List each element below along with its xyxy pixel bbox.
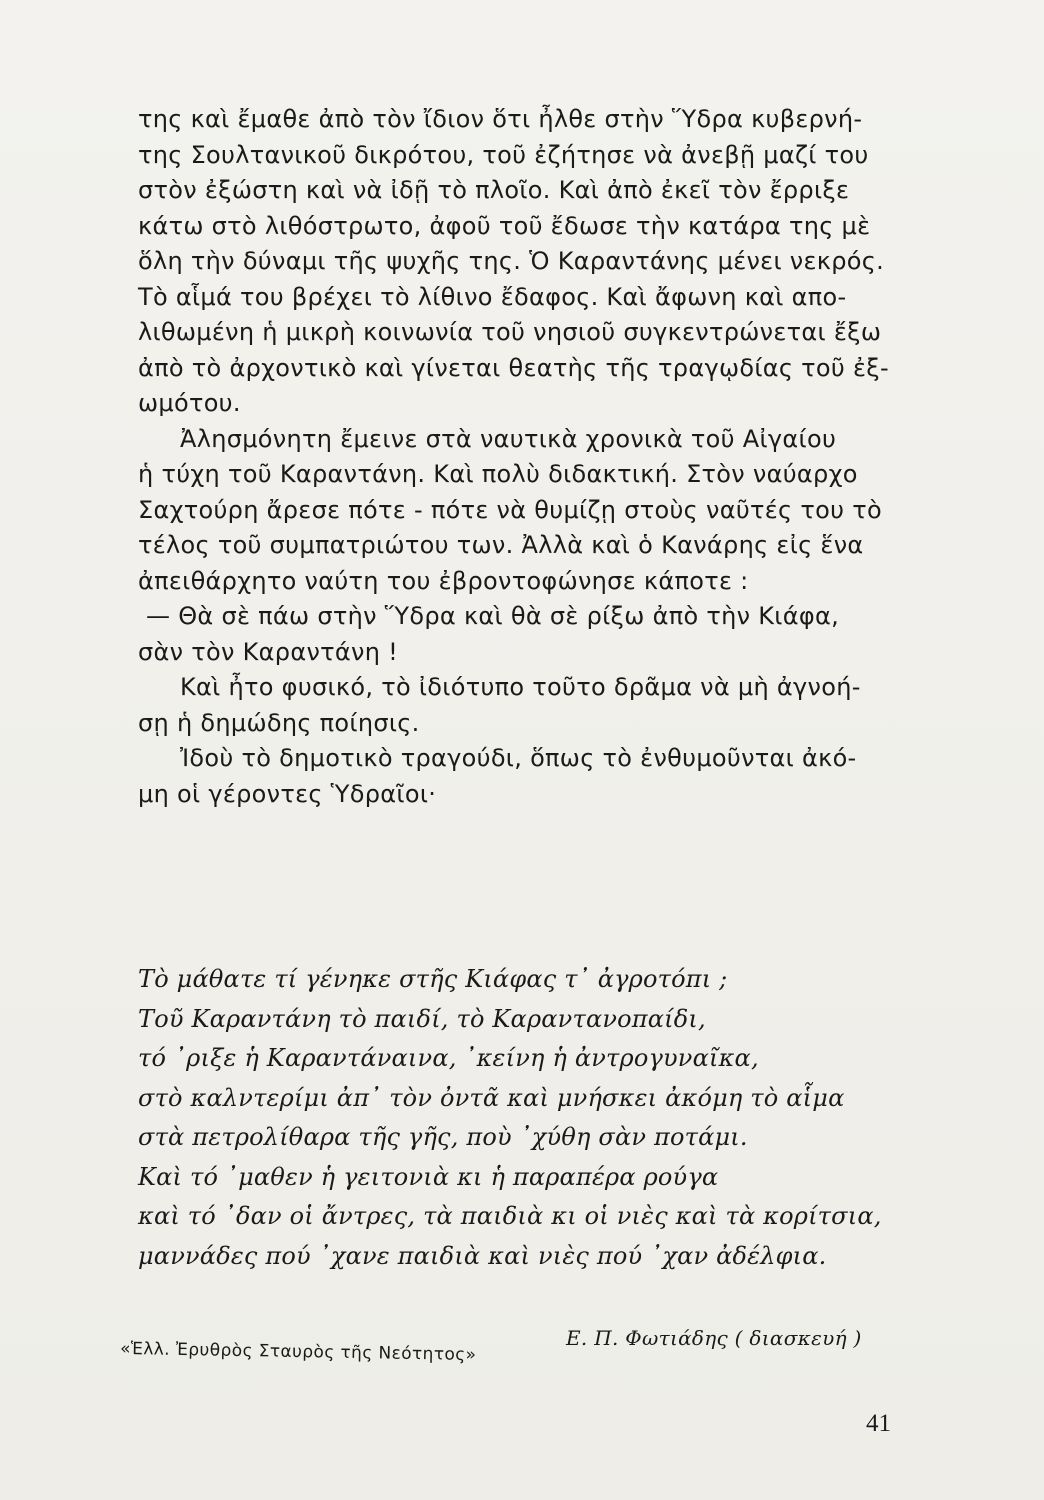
prose-line: σὰν τὸν Καραντάνη !: [138, 637, 399, 666]
prose-line: Ἀλησμόνητη ἔμεινε στὰ ναυτικὰ χρονικὰ τοῦ Αἰγαίου: [180, 424, 837, 453]
author-attribution: Ε. Π. Φωτιάδης ( διασκευή ): [566, 1326, 862, 1350]
prose-line: κάτω στὸ λιθόστρωτο, ἀφοῦ τοῦ ἔδωσε τὴν κατάρα της μὲ: [138, 211, 871, 240]
poem-line: μαννάδες πού ᾽χανε παιδιὰ καὶ νιὲς πού ᾽χαν ἀδέλφια.: [138, 1241, 827, 1270]
folk-song-poem: [138, 960, 898, 1276]
prose-line: ἀπειθάρχητο ναύτη του ἐβροντοφώνησε κάποτε :: [138, 566, 749, 595]
prose-line: ωμότου.: [138, 389, 241, 417]
prose-line: Ἰδοὺ τὸ δημοτικὸ τραγούδι, ὅπως τὸ ἐνθυμοῦνται ἀκό-: [180, 744, 857, 772]
prose-line: ἡ τύχη τοῦ Καραντάνη. Καὶ πολὺ διδακτική. Στὸν ναύαρχο: [138, 460, 858, 488]
prose-line: ἀπὸ τὸ ἀρχοντικὸ καὶ γίνεται θεατὴς τῆς τραγῳδίας τοῦ ἐξ-: [138, 353, 889, 382]
prose-line: Σαχτούρη ἄρεσε πότε - πότε νὰ θυμίζῃ στοὺς ναῦτές του τὸ: [138, 495, 882, 524]
page-number: 41: [866, 1410, 891, 1437]
prose-line: ὅλη τὴν δύναμι τῆς ψυχῆς της. Ὁ Καραντάνης μένει νεκρός.: [138, 247, 885, 275]
prose-line: Καὶ ἦτο φυσικό, τὸ ἰδιότυπο τοῦτο δρᾶμα νὰ μὴ ἀγνοή-: [180, 673, 861, 701]
poem-line: Καὶ τό ᾽μαθεν ἡ γειτονιὰ κι ἡ παραπέρα ρούγα: [138, 1162, 719, 1191]
source-citation: «Ἑλλ. Ἐρυθρὸς Σταυρὸς τῆς Νεότητος»: [119, 1338, 477, 1366]
poem-line: τό ᾽ριξε ἡ Καραντάναινα, ᾽κείνη ἡ ἀντρογυναῖκα,: [138, 1044, 759, 1072]
poem-line: καὶ τό ᾽δαν οἱ ἄντρες, τὰ παιδιὰ κι οἱ νιὲς καὶ τὰ κορίτσια,: [138, 1202, 882, 1230]
prose-line: της Σουλτανικοῦ δικρότου, τοῦ ἐζήτησε νὰ ἀνεβῇ μαζί του: [138, 140, 869, 169]
poem-line: στὸ καλντερίμι ἀπ᾽ τὸν ὀντᾶ καὶ μνήσκει ἀκόμη τὸ αἷμα: [138, 1083, 845, 1112]
prose-line: σῃ ἡ δημώδης ποίησις.: [138, 708, 420, 737]
poem-line: Τοῦ Καραντάνη τὸ παιδί, τὸ Καραντανοπαίδι,: [138, 1004, 706, 1033]
prose-line: Τὸ αἷμά του βρέχει τὸ λίθινο ἔδαφος. Καὶ ἄφωνη καὶ απο-: [138, 282, 847, 311]
prose-line: μη οἱ γέροντες Ὑδραῖοι·: [138, 779, 437, 808]
prose-line: της καὶ ἔμαθε ἀπὸ τὸν ἴδιον ὅτι ἦλθε στὴν Ὕδρα κυβερνή-: [138, 105, 863, 133]
prose-line: στὸν ἐξώστη καὶ νὰ ἰδῇ τὸ πλοῖο. Καὶ ἀπὸ ἐκεῖ τὸν ἔρριξε: [138, 176, 850, 204]
poem-line: Τὸ μάθατε τί γένηκε στῆς Κιάφας τ᾽ ἀγροτόπι ;: [138, 965, 728, 993]
prose-text: [138, 102, 889, 812]
poem-line: στὰ πετρολίθαρα τῆς γῆς, ποὺ ᾽χύθη σὰν ποτάμι.: [138, 1123, 748, 1151]
prose-line: λιθωμένη ἡ μικρὴ κοινωνία τοῦ νησιοῦ συγκεντρώνεται ἔξω: [138, 318, 882, 346]
dialogue-line: — Θὰ σὲ πάω στὴν Ὕδρα καὶ θὰ σὲ ρίξω ἀπὸ τὴν Κιάφα,: [146, 602, 840, 630]
prose-line: τέλος τοῦ συμπατριώτου των. Ἀλλὰ καὶ ὁ Κανάρης εἰς ἕνα: [138, 531, 864, 559]
